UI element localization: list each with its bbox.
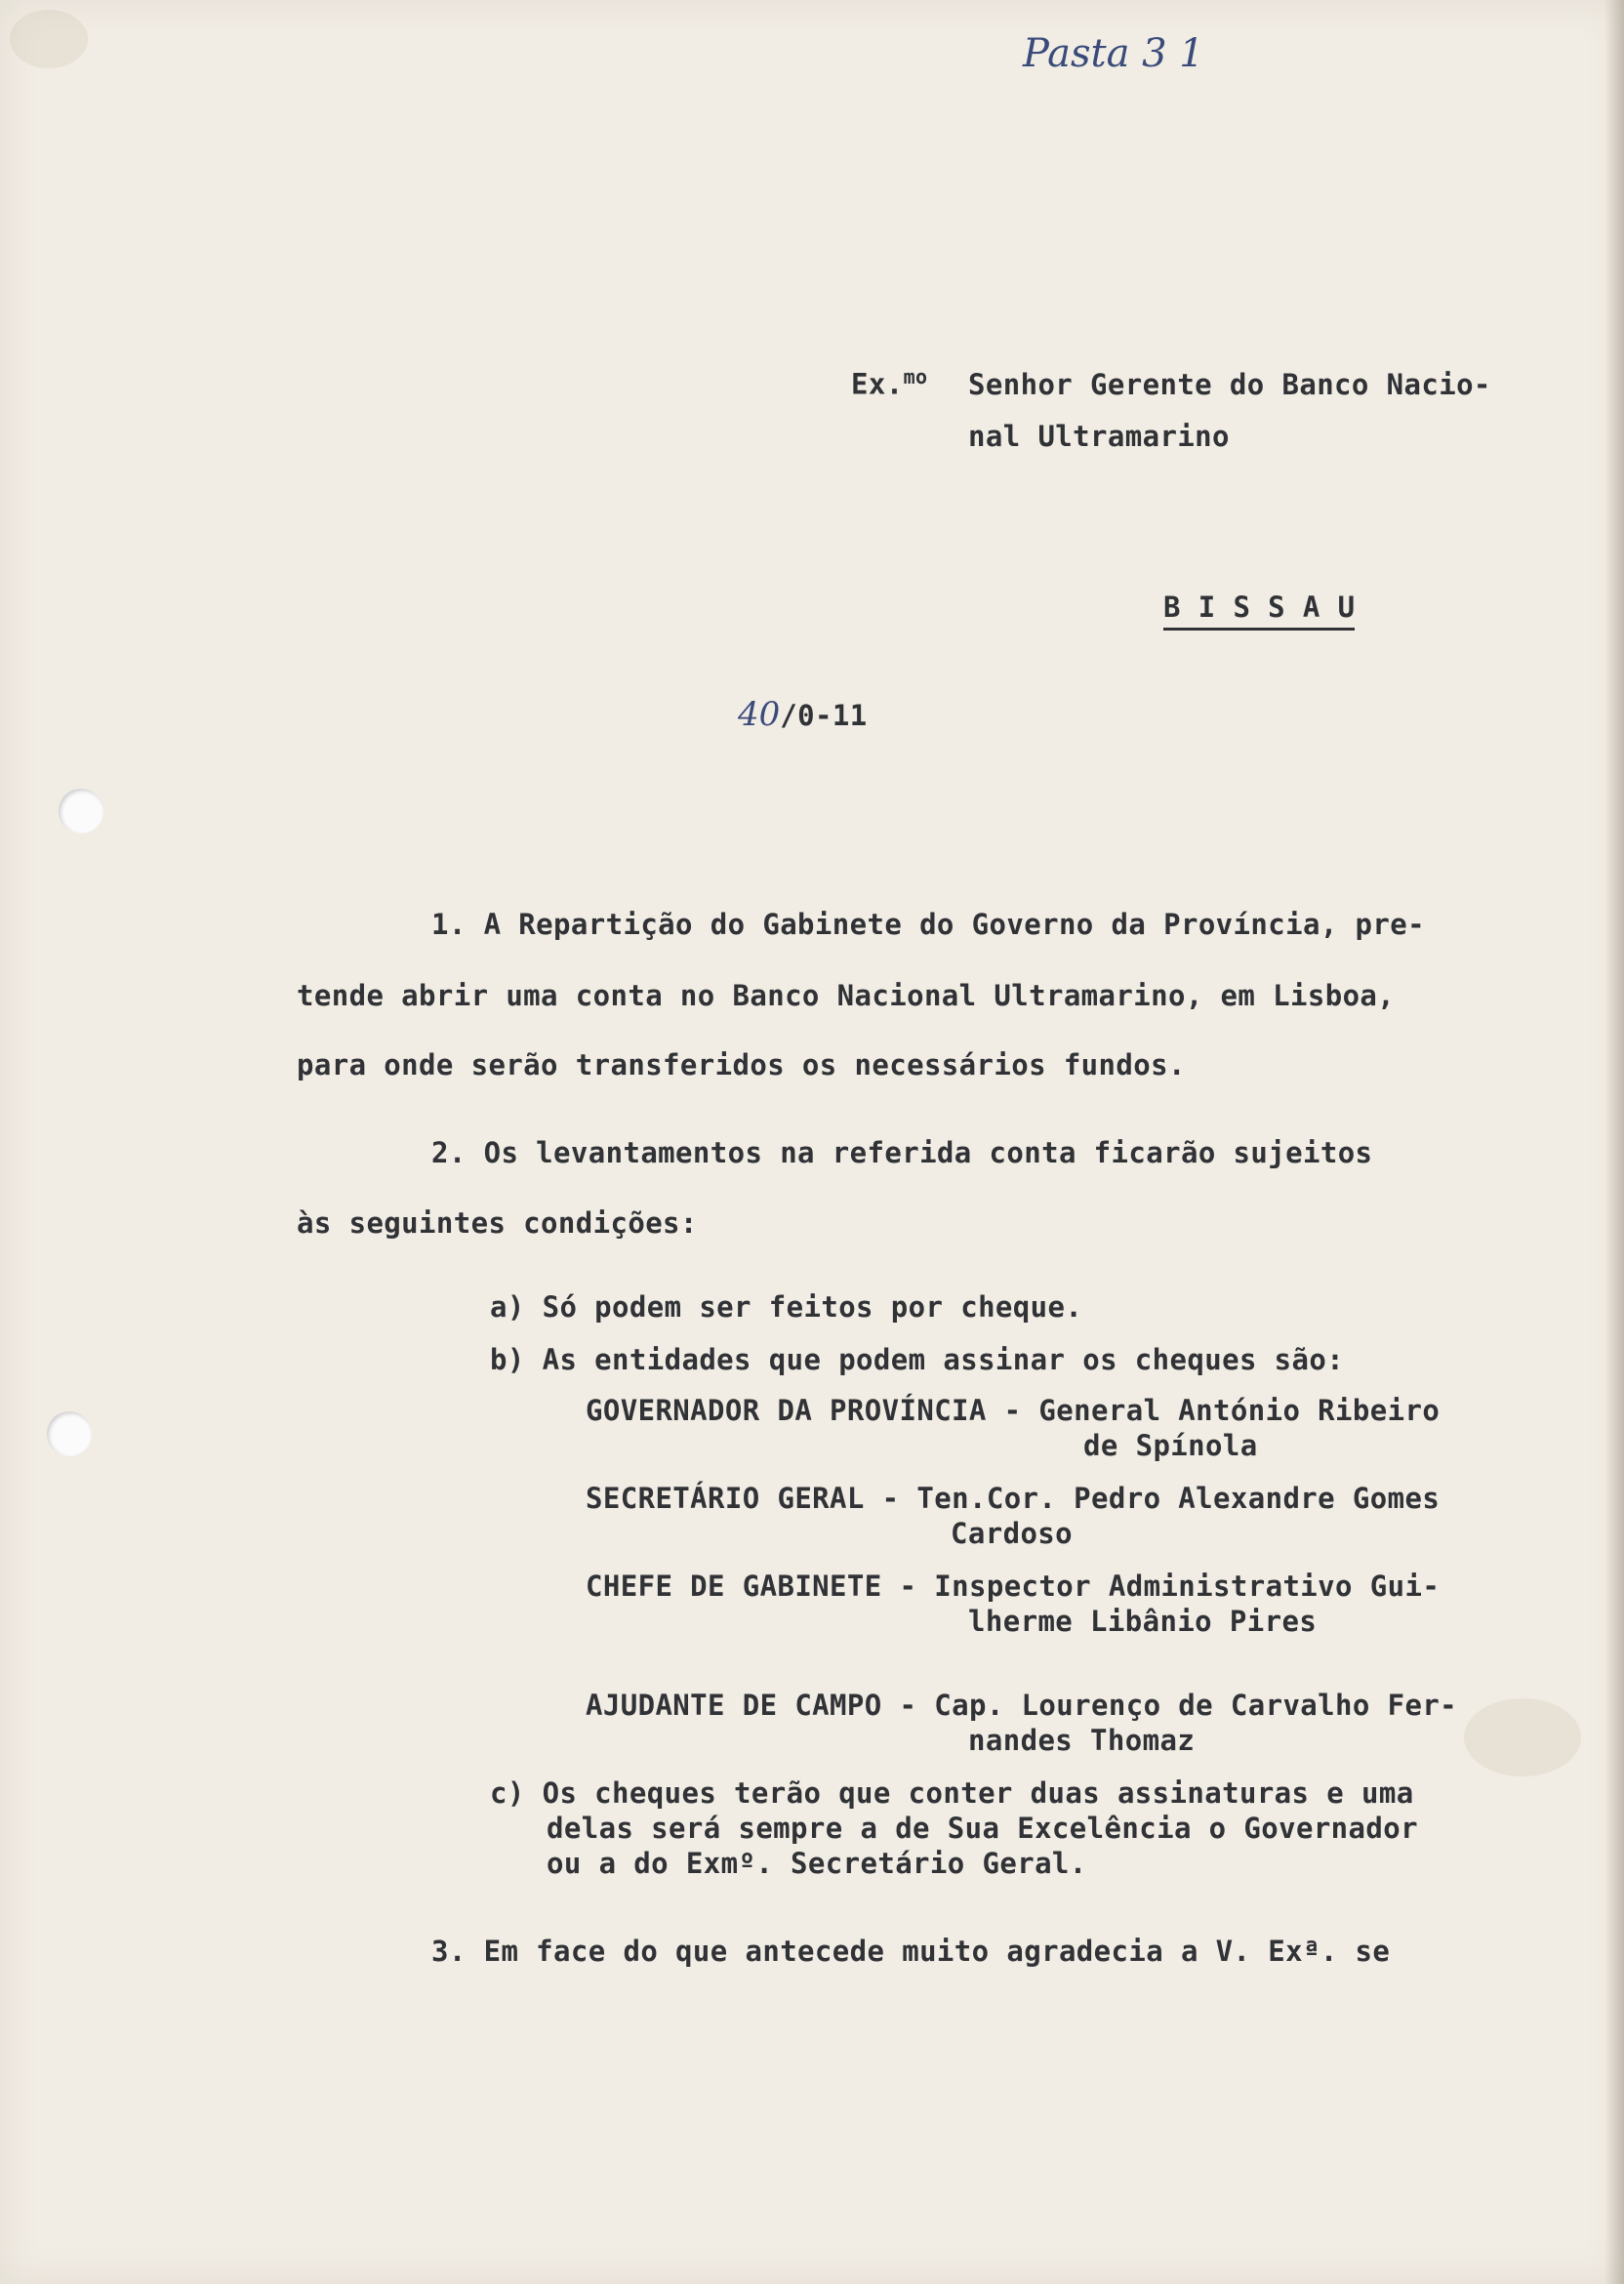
- signatory-name-line-1: Cap. Lourenço de Carvalho Fer-: [934, 1689, 1458, 1722]
- city-heading: B I S S A U: [1163, 591, 1355, 631]
- paragraph-3-line-1: 3. Em face do que antecede muito agradecia a V. Exª. se: [431, 1935, 1391, 1968]
- handwritten-annotation: Pasta 3 1: [1023, 31, 1204, 76]
- signatory-name-line-2: de Spínola: [1083, 1429, 1258, 1462]
- signatory-title-text: CHEFE DE GABINETE: [586, 1570, 882, 1603]
- condition-b: b) As entidades que podem assinar os cheques são:: [490, 1343, 1345, 1376]
- signatory-title-text: AJUDANTE DE CAMPO: [586, 1689, 882, 1722]
- addressee-prefix-sup: mo: [903, 365, 928, 388]
- paragraph-2-line-2: às seguintes condições:: [297, 1206, 698, 1240]
- signatory-title: [586, 1570, 1440, 1603]
- signatory-dash: -: [899, 1689, 917, 1722]
- addressee-prefix: [851, 365, 927, 401]
- signatory-title-text: SECRETÁRIO GERAL: [586, 1482, 865, 1515]
- signatory-name-line-2: lherme Libânio Pires: [968, 1605, 1318, 1638]
- signatory-name-line-1: General António Ribeiro: [1038, 1394, 1441, 1427]
- signatory-dash: -: [1003, 1394, 1022, 1427]
- signatory-dash: -: [881, 1482, 900, 1515]
- paragraph-1-line-2: tende abrir uma conta no Banco Nacional Ultramarino, em Lisboa,: [297, 979, 1396, 1012]
- paragraph-1-line-1: 1. A Repartição do Gabinete do Governo da Província, pre-: [431, 908, 1425, 941]
- condition-c-line-2: delas será sempre a de Sua Excelência o Governador: [547, 1812, 1418, 1845]
- punch-hole-bottom: [47, 1411, 92, 1456]
- addressee-line-1: Senhor Gerente do Banco Nacio-: [968, 368, 1491, 401]
- condition-c-line-3: ou a do Exmº. Secretário Geral.: [547, 1847, 1087, 1880]
- paper-edge: [1604, 0, 1624, 2284]
- signatory-name-line-2: Cardoso: [951, 1517, 1074, 1550]
- signatory-dash: -: [899, 1570, 917, 1603]
- handwritten-ref-prefix: 40: [738, 695, 781, 734]
- reference-number: [738, 695, 868, 734]
- paragraph-2-line-1: 2. Os levantamentos na referida conta ficarão sujeitos: [431, 1136, 1373, 1169]
- signatory-title-text: GOVERNADOR DA PROVÍNCIA: [586, 1394, 987, 1427]
- signatory-name-line-1: Ten.Cor. Pedro Alexandre Gomes: [916, 1482, 1441, 1515]
- addressee-line-2: nal Ultramarino: [968, 420, 1230, 453]
- condition-a: a) Só podem ser feitos por cheque.: [490, 1290, 1083, 1324]
- reference-suffix: /0-11: [780, 699, 868, 732]
- paper-stain: [10, 10, 88, 68]
- signatory-title: [586, 1482, 1440, 1515]
- condition-c-line-1: c) Os cheques terão que conter duas assinaturas e uma: [490, 1776, 1414, 1810]
- signatory-name-line-2: nandes Thomaz: [968, 1724, 1196, 1757]
- signatory-title: [586, 1394, 1440, 1427]
- paragraph-1-line-3: para onde serão transferidos os necessários fundos.: [297, 1048, 1186, 1081]
- signatory-title: [586, 1689, 1457, 1722]
- signatory-name-line-1: Inspector Administrativo Gui-: [934, 1570, 1441, 1603]
- paper-stain: [1464, 1698, 1581, 1776]
- punch-hole-top: [59, 789, 103, 834]
- addressee-prefix-text: Ex.: [851, 367, 904, 401]
